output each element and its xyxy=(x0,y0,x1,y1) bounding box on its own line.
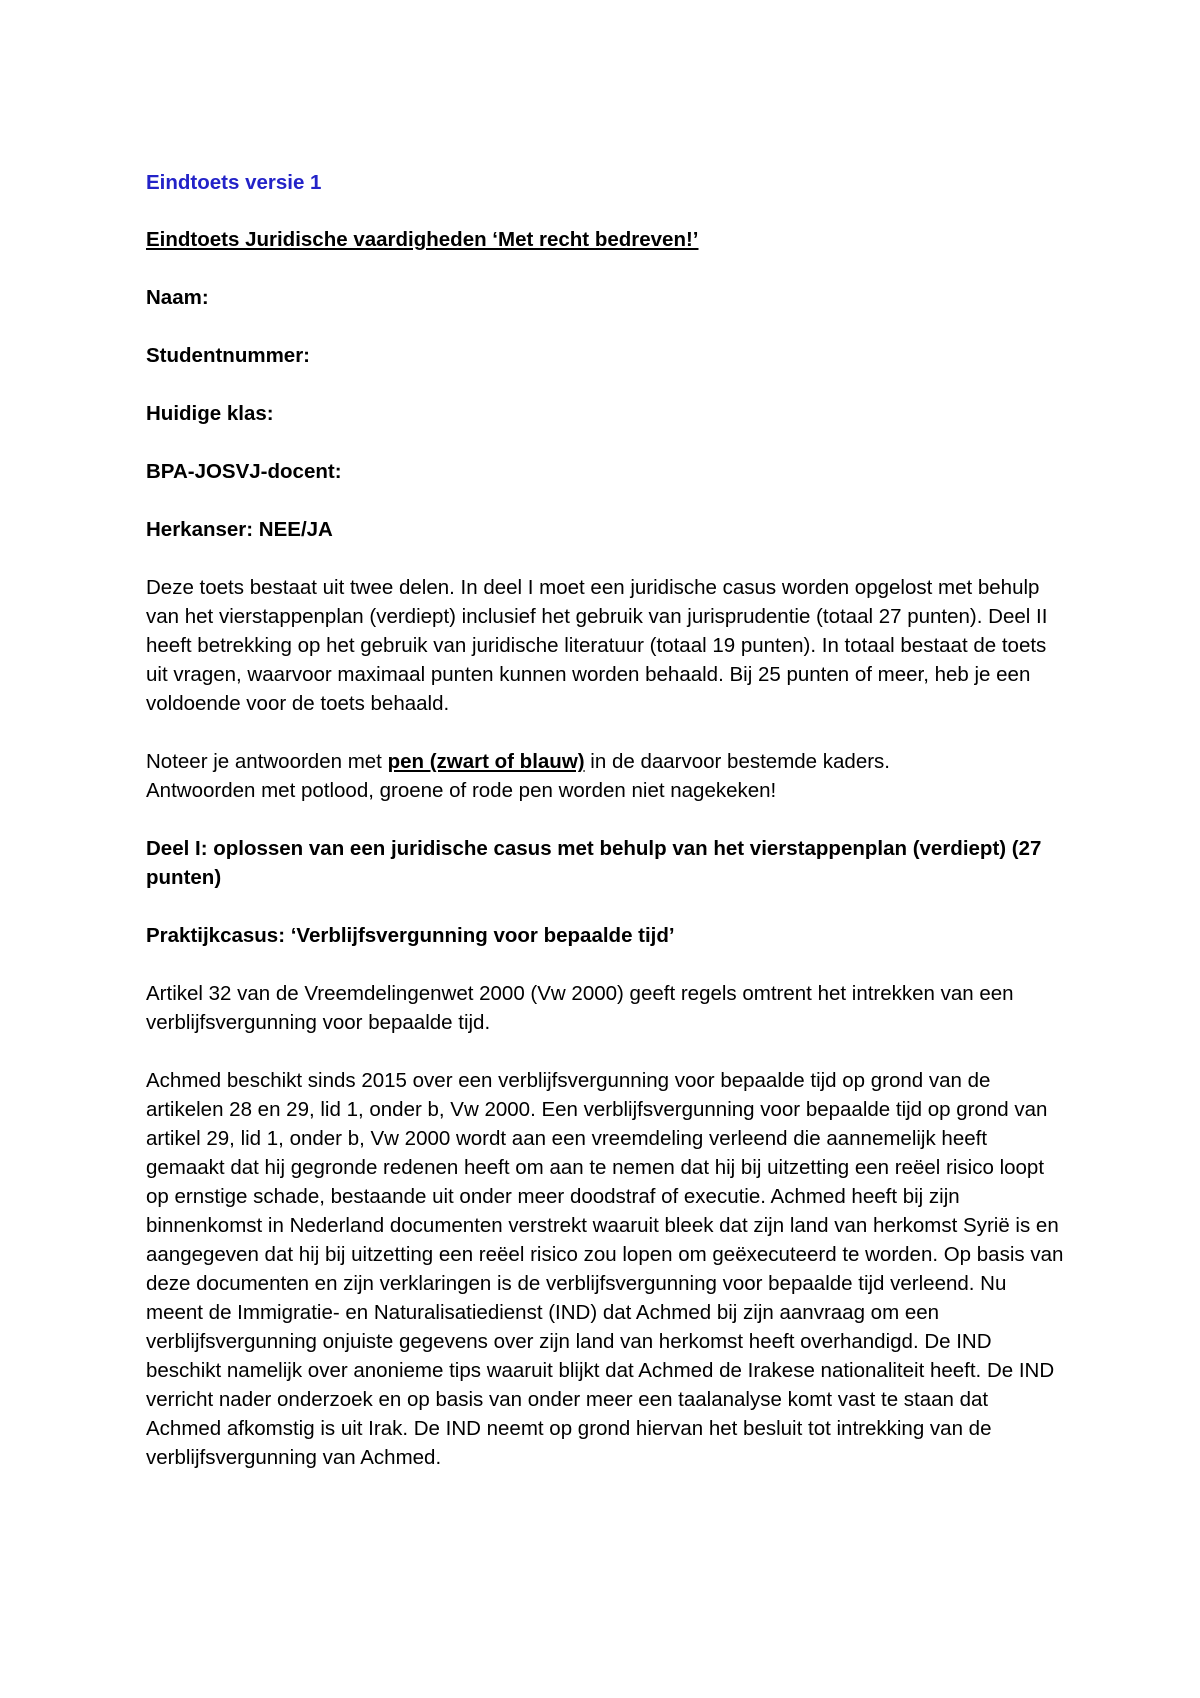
case-text: Achmed beschikt sinds 2015 over een verblijfsvergunning voor bepaalde tijd op grond van de artikelen 28 en 29, lid 1, onder b, Vw 2000. Een verblijfsvergunning voor bepaalde tijd op grond van artikel 29, lid 1, onder b, Vw 2000 wordt aan een vreemdeling verleend die aannemelijk heeft gemaakt dat hij gegronde redenen heeft om aan te nemen dat hij bij uitzetting een reëel risico loopt op ernstige schade, bestaande uit onder meer doodstraf of executie. Achmed heeft bij zijn binnenkomst in Nederland documenten verstrekt waaruit bleek dat zijn land van herkomst Syrië is en aangegeven dat hij bij uitzetting een reëel risico zou lopen om geëxecuteerd te worden. Op basis van deze documenten en zijn verklaringen is de verblijfsvergunning voor bepaalde tijd verleend. Nu meent de Immigratie- en Naturalisatiedienst (IND) dat Achmed bij zijn aanvraag om een verblijfsvergunning onjuiste gegevens over zijn land van herkomst heeft overhandigd. De IND beschikt namelijk over anonieme tips waaruit blijkt dat Achmed de Irakese nationaliteit heeft. De IND verricht nader onderzoek en op basis van onder meer een taalanalyse komt vast te staan dat Achmed afkomstig is uit Irak. De IND neemt op grond hiervan het besluit tot intrekking van de verblijfsvergunning van Achmed. xyxy=(146,1069,1064,1469)
part1-heading: Deel I: oplossen van een juridische casus met behulp van het vierstappenplan (verdiept) (27 punten) xyxy=(146,837,1042,889)
pen-note-underlined: pen (zwart of blauw) xyxy=(387,750,585,773)
intro-paragraph: Deze toets bestaat uit twee delen. In deel I moet een juridische casus worden opgelost met behulp van het vierstappenplan (verdiept) inclusief het gebruik van jurisprudentie (totaal 27 punten). Deel II heeft betrekking op het gebruik van juridische literatuur (totaal 19 punten). In totaal bestaat de toets uit vragen, waarvoor maximaal punten kunnen worden behaald. Bij 25 punten of meer, heb je een voldoende voor de toets behaald. xyxy=(146,576,1048,715)
pen-note-line2: Antwoorden met potlood, groene of rode pen worden niet nagekeken! xyxy=(146,779,777,802)
field-resit-label: Herkanser: NEE/JA xyxy=(146,518,333,541)
version-title: Eindtoets versie 1 xyxy=(146,171,322,194)
field-class-label: Huidige klas: xyxy=(146,402,274,425)
pen-note-after: in de daarvoor bestemde kaders. xyxy=(584,750,891,773)
field-student-number-label: Studentnummer: xyxy=(146,344,310,367)
field-name-label: Naam: xyxy=(146,286,209,309)
case-heading: Praktijkcasus: ‘Verblijfsvergunning voor bepaalde tijd’ xyxy=(146,924,675,947)
field-teacher-label: BPA-JOSVJ-docent: xyxy=(146,460,342,483)
case-intro: Artikel 32 van de Vreemdelingenwet 2000 (Vw 2000) geeft regels omtrent het intrekken van een verblijfsvergunning voor bepaalde tijd. xyxy=(146,982,1014,1034)
pen-note xyxy=(146,747,1066,805)
pen-note-before: Noteer je antwoorden met xyxy=(146,750,388,773)
document-page xyxy=(146,168,1066,1501)
main-title: Eindtoets Juridische vaardigheden ‘Met recht bedreven!’ xyxy=(146,228,699,251)
